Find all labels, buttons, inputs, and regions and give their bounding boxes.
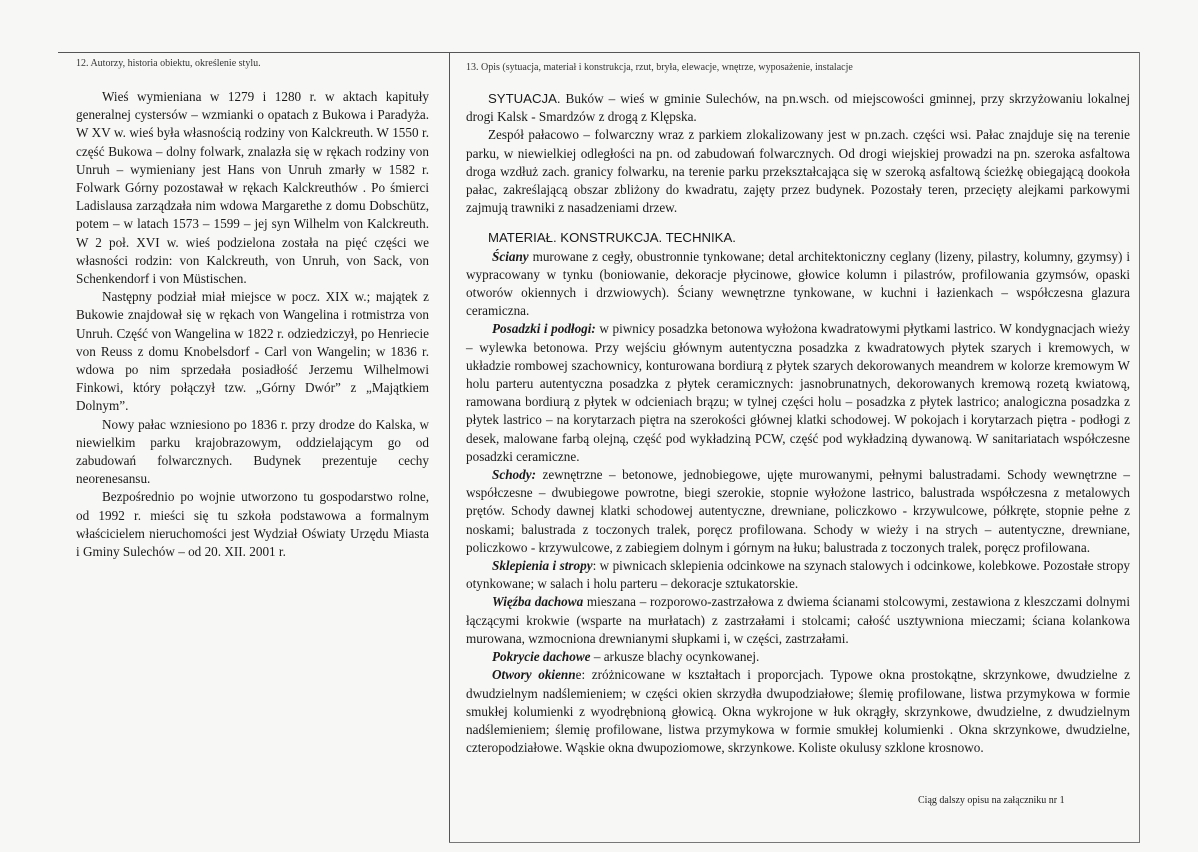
windows-text: e: zróżnicowane w kształtach i proporcjach. Typowe okna prostokątne, skrzynkowe, dwudzielne z dwudzielnym nadślemieniem; w części okien skrzydła dwupodziałowe; ślemię profilowane, listwa przymykowa w formie smukłej kolumienki z wyodrębnioną głowicą. Okna wykrojone w łuk okrągły, skrzynkowe, dwudzielne, z dwudzielnym nadślemieniem; ślemię profilowane, listwa przymykowa w formie smukłej kolumienki . Okna skrzynkowe, dwudzielne, czteropodziałowe. Wąskie okna dwupoziomowe, skrzynkowe. Koliste okulusy szklone krosnowo. [466,667,1131,756]
roofing-label: Pokrycie dachowe [492,649,591,665]
roofing-paragraph [466,648,1130,666]
history-column [76,88,429,561]
roof-truss-label: Więźba dachowa [492,594,584,610]
bottom-border [449,842,1140,843]
history-paragraph-1: Wieś wymieniana w 1279 i 1280 r. w aktach kapituły generalnej cystersów – wzmianki o opatach z Bukowa i Paradyża. W XV w. wieś była własnością rodziny von Kalckreuth. W 1550 r. część Bukowa – dolny folwark, znalazła się w rękach rodziny von Unruh – wymieniany jest Hans von Unruh zmarły w 1582 r. Folwark Górny pozostawał w rękach Kalckreuthów . Po śmierci Ladislausa zarządzała nim wdowa Margarethe z domu Dobschütz, potem – w latach 1573 – 1599 – jej syn Wilhelm von Kalckreuth. W 2 poł. XVI w. wieś podzielona została na pięć części we własności rodzin: von Kalckreuth, von Unruh, von Sack, von Schenkendorf i von Müstischen. [76,89,429,287]
material-heading: MATERIAŁ. KONSTRUKCJA. TECHNIKA. [488,230,736,246]
vaults-paragraph [466,557,1130,593]
walls-label: Ściany [492,248,529,264]
walls-paragraph [466,248,1130,321]
right-border [1139,52,1140,842]
situation-heading: SYTUACJA. [488,91,561,106]
walls-text: murowane z cegły, obustronnie tynkowane; detal architektoniczny ceglany (lizeny, pilastry, kolumny, gzymsy) i wypracowany w tynku (boniowanie, dekoracje płycinowe, głowice kolumn i pilastrów, profilowania gzymsów, opaski otworów okiennych i drzwiowych). Ściany wewnętrzne tynkowane, w kuchni i łazienkach – współczesna glazura ceramiczna. [466,248,1130,319]
history-paragraph-2: Następny podział miał miejsce w pocz. XIX w.; majątek z Bukowie znajdował się w rękach von Wangelina i rotmistrza von Unruh. Część von Wangelina w 1822 r. odziedziczył, po Henriecie von Reuss z domu Knobelsdorf - Carl von Wangelin; w 1836 r. wdowa po nim sprzedała posiadłość Jerzemu Wilhelmowi Finkowi, który połączył tzw. „Górny Dwór” z „Majątkiem Dolnym”. [76,289,429,414]
stairs-text: zewnętrzne – betonowe, jednobiegowe, ujęte murowanymi, pełnymi balustradami. Schody wewnętrzne – współczesne – dwubiegowe powrotne, biegi szerokie, stopnie wyłożone lastrico, balustrada współczesna z metalowych prętów. Schody dawnej klatki schodowej autentyczne, drewniane, policzkowo - krzywulcowe, półkręte, stopnie pełne z noskami; balustrada z toczonych tralek, poręcz profilowana. Schody w wieży i na strych – autentyczne, drewniane, policzkowo - krzywulcowe, z zabiegiem dolnym i górnym na łuku; balustrada z toczonych tralek, poręcz profilowana. [466,467,1130,555]
situation-text: Buków – wieś w gminie Sulechów, na pn.wsch. od miejscowości gminnej, przy skrzyżowaniu lokalnej drogi Kalsk - Smardzów z drogą z Klępska. [466,91,1130,125]
description-column [466,90,1130,757]
stairs-label: Schody: [492,467,536,483]
vaults-label: Sklepienia i stropy [492,558,593,574]
right-section-header: 13. Opis (sytuacja, materiał i konstrukcja, rzut, bryła, elewacje, wnętrze, wyposażenie, instalacje [466,62,853,73]
history-paragraph-4: Bezpośrednio po wojnie utworzono tu gospodarstwo rolne, od 1992 r. mieści się tu szkoła podstawowa a formalnym właścicielem nieruchomości jest Wydział Oświaty Urzędu Miasta i Gminy Sulechów – od 20. XII. 2001 r. [76,489,429,560]
column-divider [449,52,450,842]
roofing-text: – arkusze blachy ocynkowanej. [590,649,760,665]
floors-label: Posadzki i podłogi: [492,321,596,337]
continuation-note: Ciąg dalszy opisu na załączniku nr 1 [918,795,1065,806]
left-section-header: 12. Autorzy, historia obiektu, określenie stylu. [76,58,261,69]
history-paragraph-3: Nowy pałac wzniesiono po 1836 r. przy drodze do Kalska, w niewielkim parku krajobrazowym, oddzielającym go od zabudowań folwarcznych. Budynek prezentuje cechy neorenesansu. [76,416,429,487]
roof-truss-paragraph [466,593,1130,648]
floors-paragraph [466,320,1130,466]
vaults-text: : w piwnicach sklepienia odcinkowe na szynach stalowych i odcinkowe, kolebkowe. Pozostałe stropy otynkowane; w salach i holu parteru – dekoracje sztukatorskie. [466,558,1131,592]
windows-label: Otwory okienn [492,667,576,683]
roof-truss-text: mieszana – rozporowo-zastrzałowa z dwiema ścianami stolcowymi, zestawiona z kleszczami dolnymi łączącymi krokwie (wsparte na murłatach) z zastrzałami i stolcami; całość usztywniona mieczami; ściana kolankowa murowana, wzmocniona drewnianymi słupkami i, w części, zastrzałami. [466,594,1130,646]
windows-paragraph [466,666,1130,757]
top-rule [58,52,1140,53]
complex-paragraph: Zespół pałacowo – folwarczny wraz z parkiem zlokalizowany jest w pn.zach. części wsi. Pałac znajduje się na terenie parku, w niewielkiej odległości na pn. od zabudowań folwarcznych. Od drogi wiejskiej prowadzi na pn. szeroka asfaltowa droga wzdłuż zach. granicy folwarku, na terenie parku przekształcająca się w szeroką asfaltową ścieżkę obiegającą dookoła pałac, zakreślającą obszar zbliżony do kwadratu, zajęty przez budynek. Pozostały teren, przecięty alejkami parkowymi zajmują trawniki z nasadzeniami drzew. [466,127,1130,216]
stairs-paragraph [466,466,1130,557]
situation-paragraph [466,90,1130,126]
floors-text: w piwnicy posadzka betonowa wyłożona kwadratowymi płytkami lastrico. W kondygnacjach wieży – wylewka betonowa. Przy wejściu głównym autentyczna posadzka z kwadratowych płytek szarych i kremowych, w układzie rombowej szachownicy, konturowana bordiurą z płytek szarych dekorowanych meandrem w kolorze kremowym W holu parteru autentyczna posadzka z płytek ceramicznych: jasnobrunatnych, dekorowanych kremową rozetą kwiatową, ramowana bordiurą z płytek w odcieniach brązu; w tylnej części holu – posadzka z płytek lastrico; analogiczna posadzka z płytek lastrico – na korytarzach piętra na szerokości głównej klatki schodowej. W pokojach i korytarzach piętra - podłogi z desek, malowane farbą olejną, część pod wykładziną PCW, część pod wykładziną dywanową. W sanitariatach współczesne posadzki ceramiczne. [466,321,1130,464]
